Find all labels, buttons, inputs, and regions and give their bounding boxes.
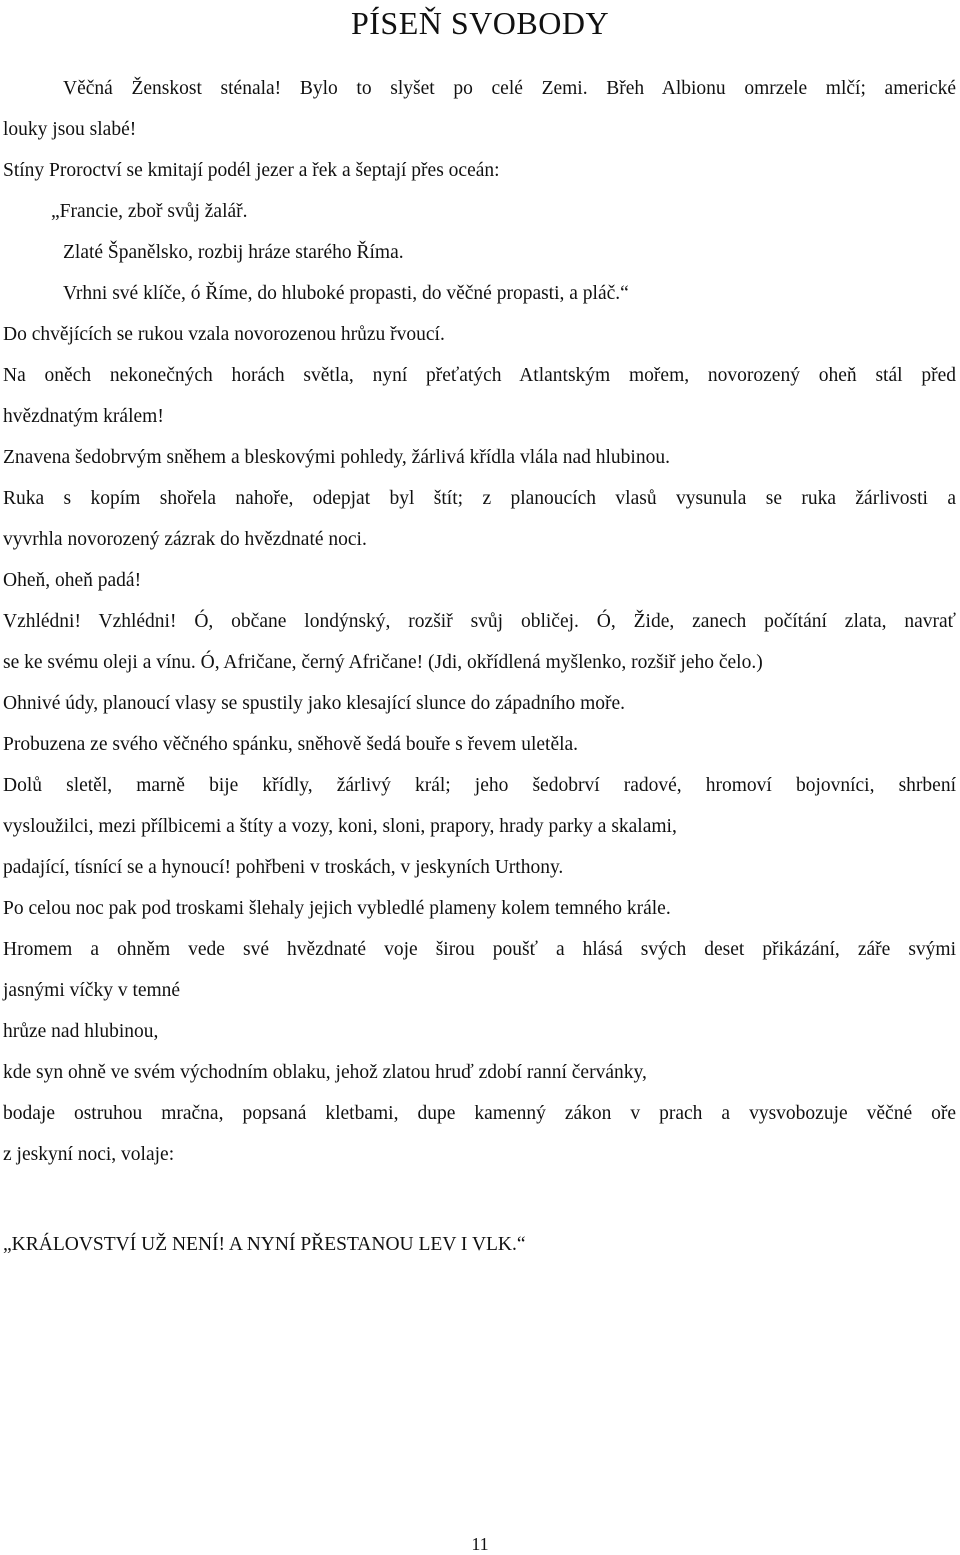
text-line: Vrhni své klíče, ó Říme, do hluboké propasti, do věčné propasti, a pláč.“ — [63, 283, 629, 304]
page-title: PÍSEŇ SVOBODY — [350, 5, 610, 41]
text-line: z jeskyní noci, volaje: — [3, 1144, 175, 1165]
text-line: hrůze nad hlubinou, — [3, 1021, 159, 1042]
text-line: Na oněch nekonečných horách světla, nyní přeťatých Atlantským mořem, novorozený oheň stál před — [3, 365, 956, 386]
page-number: 11 — [471, 1534, 489, 1554]
text-line: Po celou noc pak pod troskami šlehaly jejich vybledlé plameny kolem temného krále. — [3, 898, 671, 919]
text-line: Vzhlédni! Vzhlédni! Ó, občane londýnský, rozšiř svůj obličej. Ó, Žide, zanech počítání zlata, navrať — [3, 611, 956, 632]
text-line: Znavena šedobrvým sněhem a bleskovými pohledy, žárlivá křídla vlála nad hlubinou. — [3, 447, 670, 468]
text-line: Ruka s kopím shořela nahoře, odepjat byl štít; z planoucích vlasů vysunula se ruka žárlivosti a — [3, 488, 956, 509]
text-line: se ke svému oleji a vínu. Ó, Afričane, černý Afričane! (Jdi, okřídlená myšlenko, rozšiř jeho čelo.) — [3, 652, 763, 673]
text-line: louky jsou slabé! — [3, 119, 137, 140]
text-line: padající, tísnící se a hynoucí! pohřbeni v troskách, v jeskyních Urthony. — [3, 857, 564, 878]
text-line: Stíny Proroctví se kmitají podél jezer a řek a šeptají přes oceán: — [3, 160, 500, 181]
text-line: jasnými víčky v temné — [3, 980, 181, 1001]
text-line: Probuzena ze svého věčného spánku, sněhově šedá bouře s řevem uletěla. — [3, 734, 579, 755]
closing-line: „KRÁLOVSTVÍ UŽ NENÍ! A NYNÍ PŘESTANOU LEV I VLK.“ — [3, 1234, 526, 1255]
text-line: Oheň, oheň padá! — [3, 570, 142, 591]
text-line: Ohnivé údy, planoucí vlasy se spustily jako klesající slunce do západního moře. — [3, 693, 626, 714]
text-line: Hromem a ohněm vede své hvězdnaté voje širou poušť a hlásá svých deset přikázání, záře svými — [3, 939, 956, 960]
text-line: vyvrhla novorozený zázrak do hvězdnaté noci. — [3, 529, 367, 550]
text-line: kde syn ohně ve svém východním oblaku, jehož zlatou hruď zdobí ranní červánky, — [3, 1062, 647, 1083]
text-line: hvězdnatým králem! — [3, 406, 164, 427]
text-line: Dolů sletěl, marně bije křídly, žárlivý král; jeho šedobrví radové, hromoví bojovníci, shrbení — [3, 775, 956, 796]
text-line: Zlaté Španělsko, rozbij hráze starého Říma. — [63, 242, 404, 263]
text-line: „Francie, zboř svůj žalář. — [51, 201, 248, 222]
text-line: Do chvějících se rukou vzala novorozenou hrůzu řvoucí. — [3, 324, 445, 345]
text-line: Věčná Ženskost sténala! Bylo to slyšet po celé Zemi. Břeh Albionu omrzele mlčí; americké — [63, 78, 956, 99]
text-line: vysloužilci, mezi přílbicemi a štíty a vozy, koni, sloni, prapory, hrady parky a skalami, — [3, 816, 677, 837]
text-line: bodaje ostruhou mračna, popsaná kletbami, dupe kamenný zákon v prach a vysvobozuje věčné oře — [3, 1103, 956, 1124]
